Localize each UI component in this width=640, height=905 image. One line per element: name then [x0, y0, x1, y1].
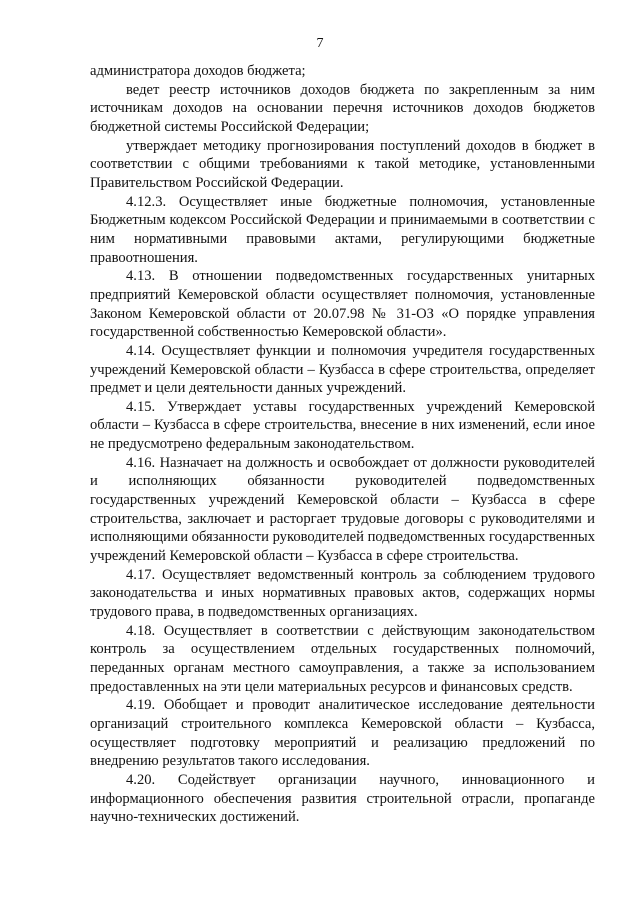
- paragraph: 4.17. Осуществляет ведомственный контроль за соблюдением трудового законодательства и иных нормативных правовых актов, содержащих нормы трудового права, в подведомственных организациях.: [90, 566, 595, 621]
- paragraph: 4.19. Обобщает и проводит аналитическое исследование деятельности организаций строительного комплекса Кемеровской области – Кузбасса, осуществляет подготовку мероприятий и реализацию предложений по внедрению результатов такого исследования.: [90, 697, 595, 770]
- paragraph: администратора доходов бюджета;: [90, 63, 306, 79]
- paragraph: ведет реестр источников доходов бюджета по закрепленным за ним источникам доходов на основании перечня источников доходов бюджетов бюджетной системы Российской Федерации;: [90, 81, 595, 135]
- paragraph: 4.14. Осуществляет функции и полномочия учредителя государственных учреждений Кемеровской области – Кузбасса в сфере строительства, определяет предмет и цели деятельности данных учреждений.: [90, 342, 595, 397]
- paragraph: утверждает методику прогнозирования поступлений доходов в бюджет в соответствии с общими требованиями к такой методике, установленными Правительством Российской Федерации.: [90, 137, 595, 191]
- paragraph: 4.18. Осуществляет в соответствии с действующим законодательством контроль за осуществлением отдельных государственных полномочий, переданных органам местного самоуправления, а также за использованием предоставленных на эти цели материальных ресурсов и финансовых средств.: [90, 622, 595, 695]
- paragraph: 4.20. Содействует организации научного, инновационного и информационного обеспечения развития строительной отрасли, пропаганде научно-технических достижений.: [90, 771, 595, 826]
- document-body: [90, 62, 595, 827]
- paragraph: 4.15. Утверждает уставы государственных учреждений Кемеровской области – Кузбасса в сфере строительства, внесение в них изменений, если иное не предусмотрено федеральным законодательством.: [90, 398, 595, 453]
- page-number: 7: [316, 36, 324, 51]
- paragraph: 4.13. В отношении подведомственных государственных унитарных предприятий Кемеровской области осуществляет полномочия, установленные Законом Кемеровской области от 20.07.98 № 31-ОЗ «О порядке управления государственной собственностью Кемеровской области».: [90, 268, 595, 341]
- paragraph: 4.12.3. Осуществляет иные бюджетные полномочия, установленные Бюджетным кодексом Российской Федерации и принимаемыми в соответствии с ним нормативными правовыми актами, регулирующими бюджетные правоотношения.: [90, 193, 595, 266]
- paragraph: 4.16. Назначает на должность и освобождает от должности руководителей и исполняющих обязанности руководителей подведомственных государственных учреждений Кемеровской области – Кузбасса в сфере строительства, заключает и расторгает трудовые договоры с руководителями и исполняющими обязанности руководителей подведомственных государственных учреждений Кемеровской области – Кузбасса в сфере строительства.: [90, 454, 595, 565]
